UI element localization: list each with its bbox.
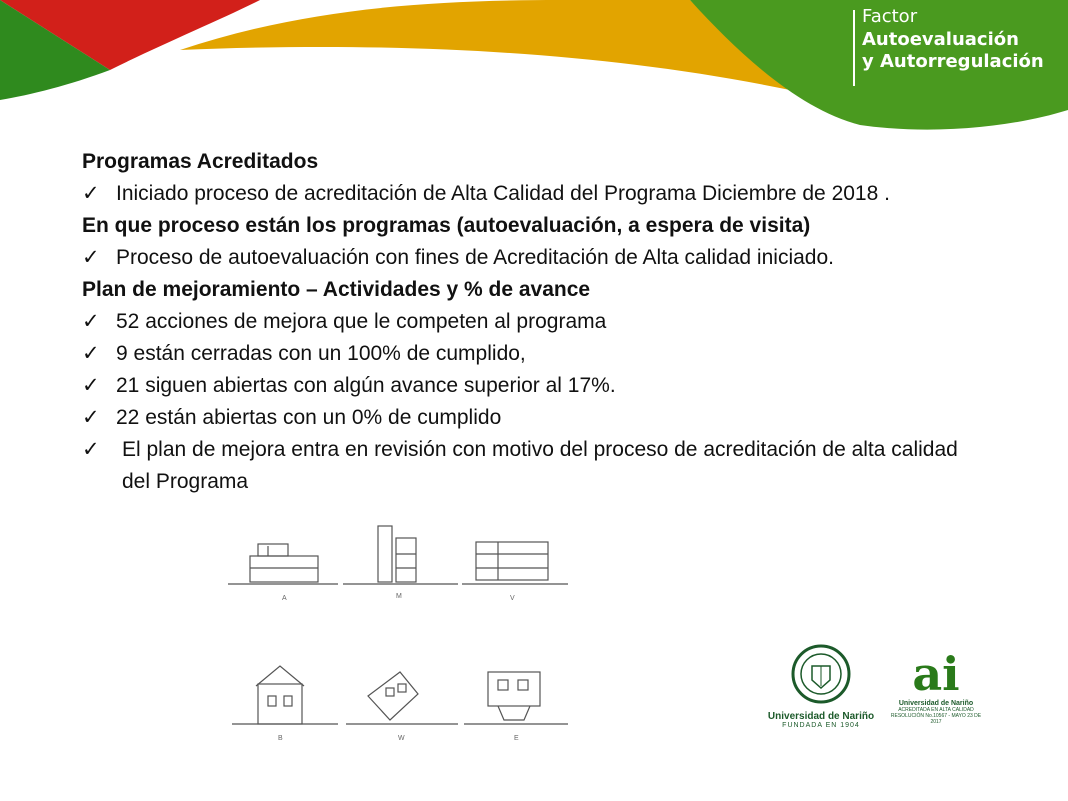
university-seal-icon xyxy=(766,644,876,706)
item-text: Iniciado proceso de acreditación de Alta Calidad del Programa Diciembre de 2018 . xyxy=(116,182,890,205)
checkmark-icon: ✓ xyxy=(82,246,100,269)
udn-sub: FUNDADA EN 1904 xyxy=(782,722,860,729)
section-heading: Plan de mejoramiento – Actividades y % de avance xyxy=(82,278,591,301)
checkmark-icon: ✓ xyxy=(82,374,100,397)
acreditacion-ai-logo xyxy=(888,648,984,736)
item-text: Proceso de autoevaluación con fines de Acreditación de Alta calidad iniciado. xyxy=(116,246,834,269)
item-text: 52 acciones de mejora que le competen al programa xyxy=(116,310,607,333)
section-heading: Programas Acreditados xyxy=(82,150,319,173)
list-item xyxy=(82,178,982,210)
svg-text:A: A xyxy=(282,595,287,602)
factor-line2: y Autorregulación xyxy=(862,51,1044,72)
slide-content xyxy=(82,146,982,498)
sketch-b xyxy=(343,526,458,600)
item-text: 9 están cerradas con un 100% de cumplido, xyxy=(116,342,526,365)
checkmark-icon: ✓ xyxy=(82,182,100,205)
ai-sub2: ACREDITADA EN ALTA CALIDAD xyxy=(898,707,974,713)
sketch-e xyxy=(346,672,458,742)
ai-sub1: Universidad de Nariño xyxy=(898,700,974,707)
checkmark-icon: ✓ xyxy=(82,406,100,429)
svg-text:M: M xyxy=(396,593,402,600)
sketch-a xyxy=(228,544,338,602)
checkmark-icon: ✓ xyxy=(82,310,100,333)
building-sketches-illustration xyxy=(228,524,573,746)
svg-text:B: B xyxy=(278,735,283,742)
svg-text:V: V xyxy=(510,595,515,602)
orange-wave xyxy=(180,0,790,90)
sketch-f xyxy=(464,672,568,742)
list-item xyxy=(82,370,982,402)
section-heading: En que proceso están los programas (autoevaluación, a espera de visita) xyxy=(82,214,811,237)
factor-title-block xyxy=(862,6,1044,74)
item-text: 22 están abiertas con un 0% de cumplido xyxy=(116,406,502,429)
svg-text:W: W xyxy=(398,735,405,742)
checkmark-icon: ✓ xyxy=(82,438,100,461)
list-item xyxy=(82,306,982,338)
checkmark-icon: ✓ xyxy=(82,342,100,365)
sketch-c xyxy=(462,542,568,602)
universidad-narino-logo xyxy=(766,644,876,736)
list-item xyxy=(82,402,982,434)
list-item xyxy=(82,242,982,274)
item-text: 21 siguen abiertas con algún avance superior al 17%. xyxy=(116,374,616,397)
ai-sub3: RESOLUCIÓN No.10567 - MAYO 23 DE 2017 xyxy=(890,713,982,725)
factor-line1: Autoevaluación xyxy=(862,28,1019,50)
svg-text:E: E xyxy=(514,735,519,742)
sketch-d xyxy=(232,666,338,742)
factor-label: Factor xyxy=(862,6,918,27)
list-item xyxy=(82,434,982,498)
udn-name: Universidad de Nariño xyxy=(767,711,875,722)
ai-text: ai xyxy=(912,647,960,701)
item-text: El plan de mejora entra en revisión con motivo del proceso de acreditación de alta calidad del Programa xyxy=(122,438,958,493)
list-item xyxy=(82,338,982,370)
